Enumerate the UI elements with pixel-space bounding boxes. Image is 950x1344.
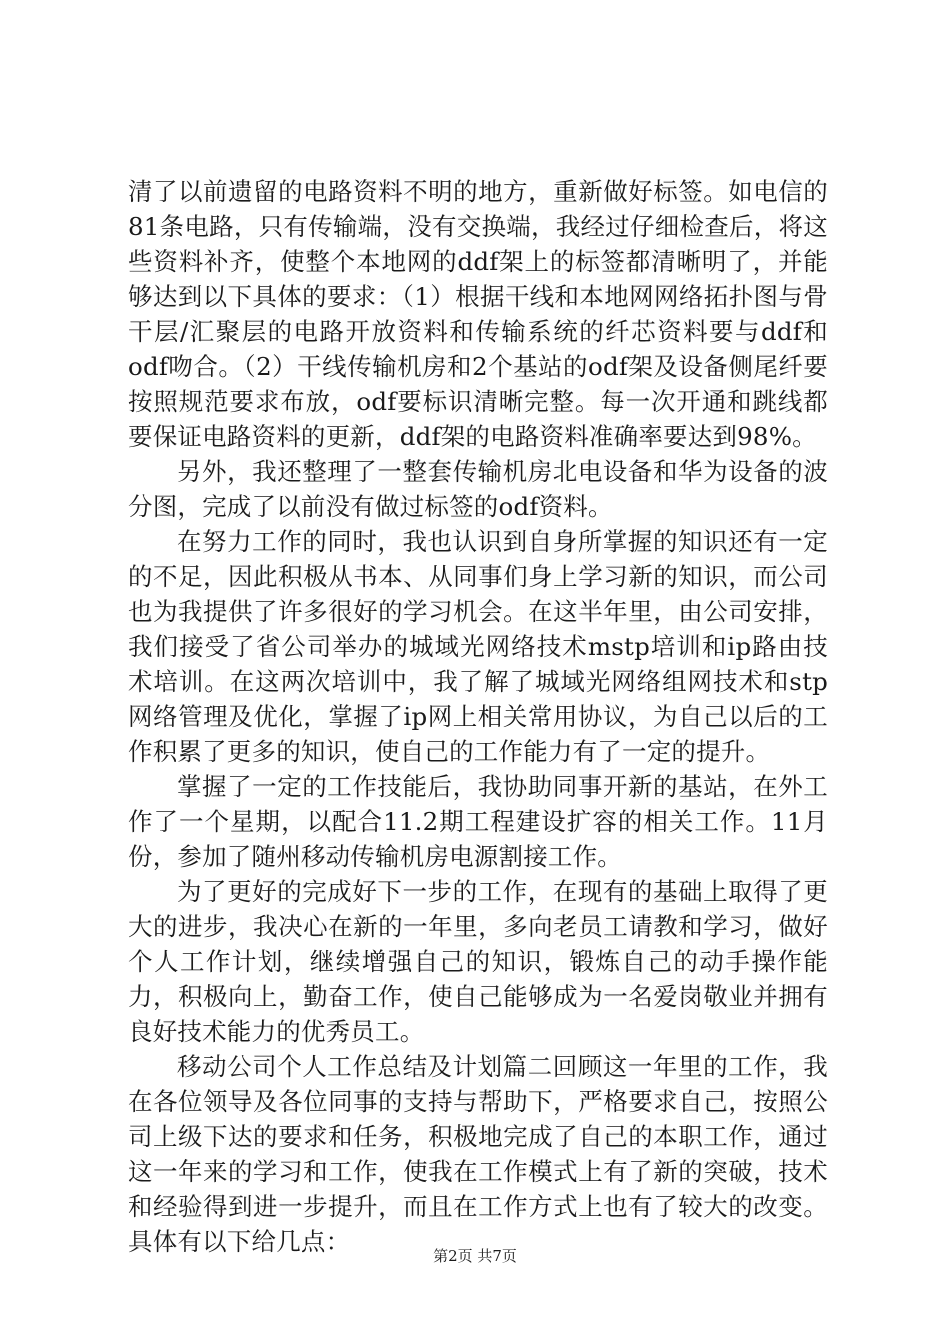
paragraph: 掌握了一定的工作技能后，我协助同事开新的基站，在外工作了一个星期，以配合11.2期工程建设扩容的相关工作。11月份，参加了随州移动传输机房电源割接工作。 [128, 772, 828, 871]
document-body [128, 174, 828, 1259]
paragraph: 移动公司个人工作总结及计划篇二回顾这一年里的工作，我在各位领导及各位同事的支持与帮助下，严格要求自己，按照公司上级下达的要求和任务，积极地完成了自己的本职工作，通过这一年来的学习和工作，使我在工作模式上有了新的突破，技术和经验得到进一步提升，而且在工作方式上也有了较大的改变。具体有以下给几点： [128, 1052, 828, 1256]
page-number-footer: 第2页 共7页 [433, 1247, 517, 1265]
paragraph: 另外，我还整理了一整套传输机房北电设备和华为设备的波分图，完成了以前没有做过标签的odf资料。 [128, 457, 828, 521]
paragraph-continued: 清了以前遗留的电路资料不明的地方，重新做好标签。如电信的81条电路，只有传输端，没有交换端，我经过仔细检查后，将这些资料补齐，使整个本地网的ddf架上的标签都清晰明了，并能够达到以下具体的要求：（1）根据干线和本地网网络拓扑图与骨干层/汇聚层的电路开放资料和传输系统的纤芯资料要与ddf和odf吻合。（2）干线传输机房和2个基站的odf架及设备侧尾纤要按照规范要求布放，odf要标识清晰完整。每一次开通和跳线都要保证电路资料的更新，ddf架的电路资料准确率要达到98%。 [128, 177, 828, 451]
paragraph: 为了更好的完成好下一步的工作，在现有的基础上取得了更大的进步，我决心在新的一年里，多向老员工请教和学习，做好个人工作计划，继续增强自己的知识，锻炼自己的动手操作能力，积极向上，勤奋工作，使自己能够成为一名爱岗敬业并拥有良好技术能力的优秀员工。 [128, 877, 828, 1046]
paragraph: 在努力工作的同时，我也认识到自身所掌握的知识还有一定的不足，因此积极从书本、从同事们身上学习新的知识，而公司也为我提供了许多很好的学习机会。在这半年里，由公司安排，我们接受了省公司举办的城域光网络技术mstp培训和ip路由技术培训。在这两次培训中，我了解了城域光网络组网技术和stp网络管理及优化，掌握了ip网上相关常用协议，为自己以后的工作积累了更多的知识，使自己的工作能力有了一定的提升。 [128, 527, 828, 766]
